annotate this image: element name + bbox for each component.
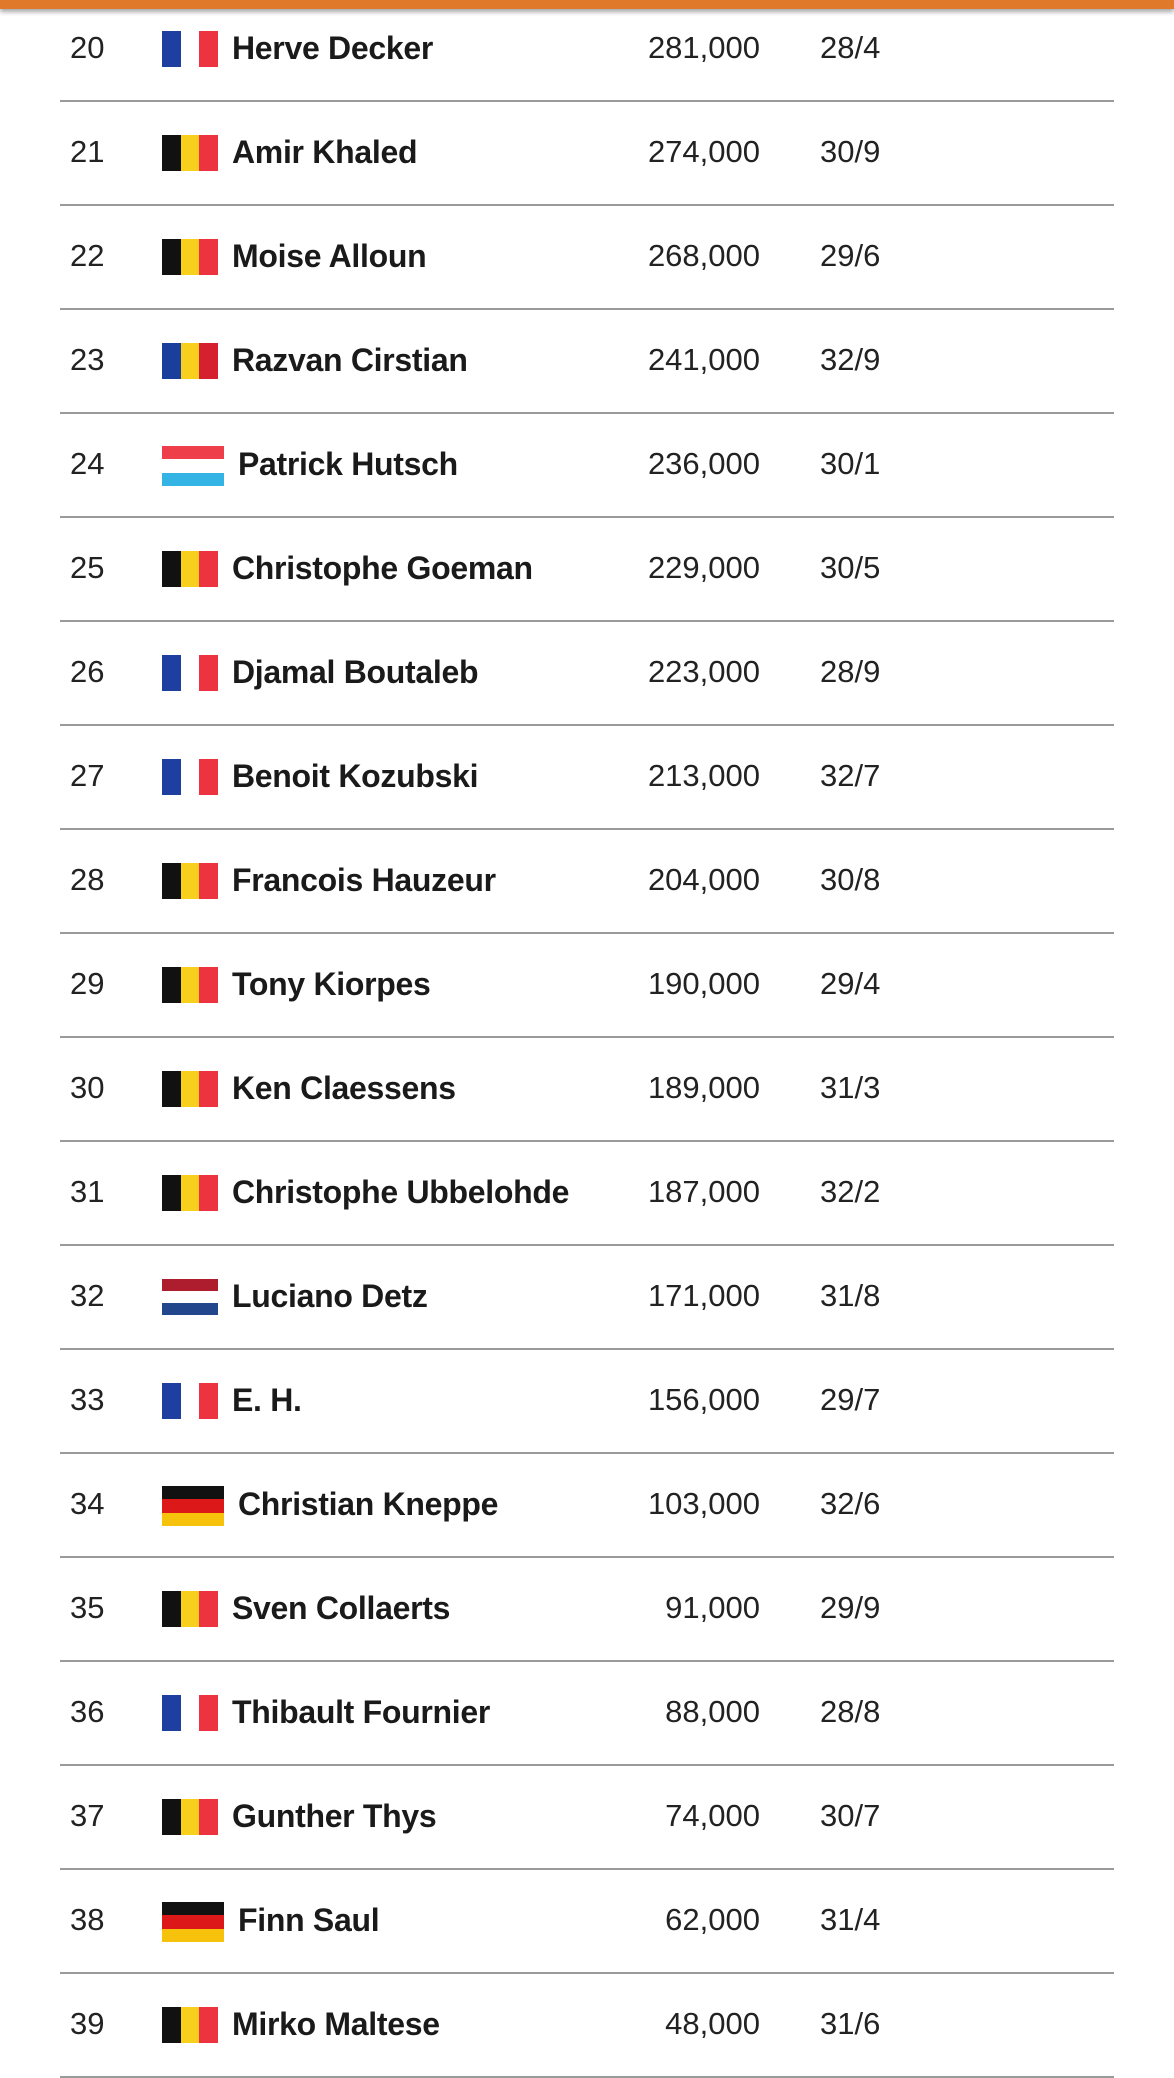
player-name[interactable]: Luciano Detz	[232, 1278, 428, 1314]
rank-number: 22	[70, 238, 105, 273]
table-row[interactable]	[60, 622, 1114, 726]
player-points: 268,000	[647, 238, 760, 273]
table-row[interactable]	[60, 1038, 1114, 1142]
table-row[interactable]	[60, 1350, 1114, 1454]
table-row[interactable]	[60, 1246, 1114, 1350]
player-name[interactable]: Amir Khaled	[232, 134, 418, 170]
rank-number: 23	[70, 342, 105, 377]
player-name[interactable]: Christophe Goeman	[232, 550, 533, 586]
player-record: 30/9	[820, 134, 881, 169]
player-record: 32/9	[820, 342, 881, 377]
belgium-flag-icon	[162, 2007, 218, 2043]
player-points: 74,000	[665, 1798, 760, 1833]
player-points: 91,000	[665, 1590, 760, 1625]
player-record: 29/4	[820, 966, 881, 1001]
player-record: 32/6	[820, 1486, 881, 1521]
table-row[interactable]	[60, 414, 1114, 518]
player-points: 189,000	[647, 1070, 760, 1105]
player-record: 29/9	[820, 1590, 881, 1625]
belgium-flag-icon	[162, 863, 218, 899]
player-record: 28/4	[820, 30, 881, 65]
france-flag-icon	[162, 759, 218, 795]
germany-flag-icon	[162, 1486, 224, 1526]
rank-number: 20	[70, 30, 105, 65]
player-points: 229,000	[647, 550, 760, 585]
belgium-flag-icon	[162, 1071, 218, 1107]
player-name[interactable]: Finn Saul	[238, 1902, 380, 1938]
player-name[interactable]: Christophe Ubbelohde	[232, 1174, 570, 1210]
player-name[interactable]: Herve Decker	[232, 30, 433, 66]
netherlands-flag-icon	[162, 1279, 218, 1315]
belgium-flag-icon	[162, 551, 218, 587]
player-points: 236,000	[647, 446, 760, 481]
table-row[interactable]	[60, 1454, 1114, 1558]
belgium-flag-icon	[162, 1175, 218, 1211]
player-points: 274,000	[647, 134, 760, 169]
player-points: 88,000	[665, 1694, 760, 1729]
rank-number: 25	[70, 550, 105, 585]
player-record: 28/8	[820, 1694, 881, 1729]
player-points: 48,000	[665, 2006, 760, 2041]
rank-number: 31	[70, 1174, 105, 1209]
player-name[interactable]: Patrick Hutsch	[238, 446, 458, 482]
luxembourg-flag-icon	[162, 446, 224, 486]
table-row[interactable]	[60, 518, 1114, 622]
rank-number: 28	[70, 862, 105, 897]
france-flag-icon	[162, 31, 218, 67]
player-record: 32/7	[820, 758, 881, 793]
table-row[interactable]	[60, 1766, 1114, 1870]
player-record: 31/4	[820, 1902, 881, 1937]
belgium-flag-icon	[162, 1799, 218, 1835]
player-points: 190,000	[647, 966, 760, 1001]
player-name[interactable]: Tony Kiorpes	[232, 966, 431, 1002]
france-flag-icon	[162, 1695, 218, 1731]
france-flag-icon	[162, 1383, 218, 1419]
table-row[interactable]	[60, 1662, 1114, 1766]
rank-number: 36	[70, 1694, 105, 1729]
player-points: 204,000	[647, 862, 760, 897]
germany-flag-icon	[162, 1902, 224, 1942]
table-row[interactable]	[60, 934, 1114, 1038]
player-points: 62,000	[665, 1902, 760, 1937]
player-name[interactable]: Moise Alloun	[232, 238, 427, 274]
player-record: 31/8	[820, 1278, 881, 1313]
rank-number: 29	[70, 966, 105, 1001]
player-record: 30/7	[820, 1798, 881, 1833]
player-points: 223,000	[647, 654, 760, 689]
player-name[interactable]: Djamal Boutaleb	[232, 654, 479, 690]
rank-number: 33	[70, 1382, 105, 1417]
belgium-flag-icon	[162, 239, 218, 275]
player-points: 281,000	[647, 30, 760, 65]
rank-number: 35	[70, 1590, 105, 1625]
player-name[interactable]: Thibault Fournier	[232, 1694, 490, 1730]
table-row[interactable]	[60, 830, 1114, 934]
player-record: 30/5	[820, 550, 881, 585]
belgium-flag-icon	[162, 135, 218, 171]
player-points: 103,000	[647, 1486, 760, 1521]
table-row[interactable]	[60, 1870, 1114, 1974]
player-name[interactable]: Razvan Cirstian	[232, 342, 468, 378]
player-name[interactable]: Francois Hauzeur	[232, 862, 496, 898]
player-points: 213,000	[647, 758, 760, 793]
table-row[interactable]	[60, 206, 1114, 310]
player-name[interactable]: E. H.	[232, 1382, 302, 1418]
player-name[interactable]: Benoit Kozubski	[232, 758, 479, 794]
table-row[interactable]	[60, 1142, 1114, 1246]
rank-number: 32	[70, 1278, 105, 1313]
player-points: 241,000	[647, 342, 760, 377]
rank-number: 34	[70, 1486, 105, 1521]
player-record: 30/8	[820, 862, 881, 897]
belgium-flag-icon	[162, 1591, 218, 1627]
rank-number: 24	[70, 446, 105, 481]
rank-number: 30	[70, 1070, 105, 1105]
player-record: 29/7	[820, 1382, 881, 1417]
rank-number: 38	[70, 1902, 105, 1937]
player-points: 156,000	[647, 1382, 760, 1417]
player-record: 32/2	[820, 1174, 881, 1209]
player-record: 31/6	[820, 2006, 881, 2041]
player-name[interactable]: Mirko Maltese	[232, 2006, 440, 2042]
table-row[interactable]	[60, 310, 1114, 414]
player-name[interactable]: Christian Kneppe	[238, 1486, 499, 1522]
player-points: 171,000	[647, 1278, 760, 1313]
rank-number: 27	[70, 758, 105, 793]
player-name[interactable]: Sven Collaerts	[232, 1590, 451, 1626]
rank-number: 26	[70, 654, 105, 689]
rank-number: 21	[70, 134, 105, 169]
table-row[interactable]	[60, 102, 1114, 206]
table-row[interactable]	[60, 726, 1114, 830]
france-flag-icon	[162, 655, 218, 691]
player-record: 30/1	[820, 446, 881, 481]
player-record: 29/6	[820, 238, 881, 273]
player-name[interactable]: Gunther Thys	[232, 1798, 437, 1834]
player-points: 187,000	[647, 1174, 760, 1209]
table-row[interactable]	[60, 1974, 1114, 2078]
belgium-flag-icon	[162, 967, 218, 1003]
table-row[interactable]	[60, 0, 1114, 102]
rank-number: 37	[70, 1798, 105, 1833]
rank-number: 39	[70, 2006, 105, 2041]
player-record: 31/3	[820, 1070, 881, 1105]
romania-flag-icon	[162, 343, 218, 379]
table-row[interactable]	[60, 1558, 1114, 1662]
player-record: 28/9	[820, 654, 881, 689]
player-name[interactable]: Ken Claessens	[232, 1070, 456, 1106]
